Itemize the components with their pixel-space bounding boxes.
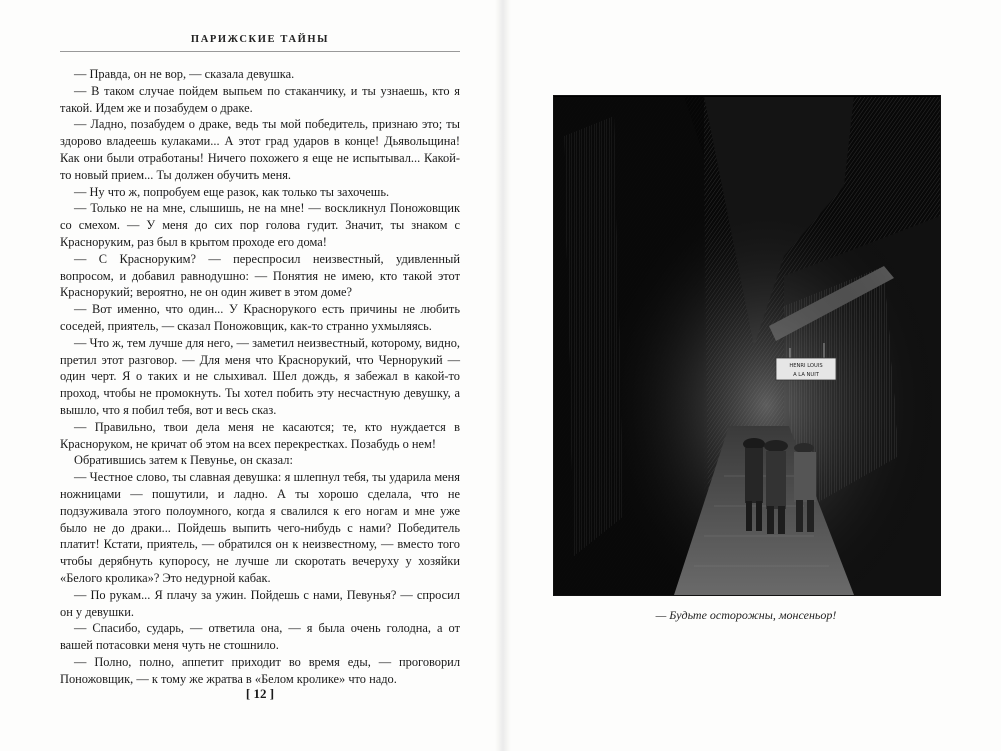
paragraph: Обратившись затем к Певунье, он сказал:: [74, 453, 293, 468]
paragraph: — Правда, он не вор, — сказала девушка.: [74, 67, 295, 81]
left-page: [0, 0, 500, 751]
engraving-illustration: [553, 95, 941, 596]
illustration-caption: — Будьте осторожны, монсеньор!: [655, 608, 837, 622]
sign-line-1: HENRI LOUIS: [789, 363, 823, 369]
paragraph: — С Красноруким? — переспросил неизвестный, удивленный вопросом, и добавил равнодушно: — Понятия не имею, кто такой этот Краснорукий; вероятно, не он один живет в этом доме?: [60, 251, 460, 300]
paragraph: — Ладно, позабудем о драке, ведь ты мой победитель, признаю это; ты здорово владеешь кулаками... А этот град ударов в конце! Дьявольщина! Как они были отработаны! Ничего похожего я еще не испытывал... Какой-то новый прием... Ты должен обучить меня.: [60, 117, 460, 182]
paragraph: — Ну что ж, попробуем еще разок, как только ты захочешь.: [74, 184, 390, 199]
paragraph: — Правильно, твои дела меня не касаются; те, кто нуждается в Краснoруком, не кричат об этом на всех перекрестках. Позабудь о нем!: [60, 419, 460, 451]
text-block: [60, 66, 460, 687]
paragraph: — Только не на мне, слышишь, не на мне! — воскликнул Поножовщик со смехом. — У меня до сих пор голова гудит. Значит, ты знаком с Красноруким, раз был в крытом проходе его дома!: [60, 201, 460, 249]
paragraph: — Спасибо, сударь, — ответила она, — я была очень голодна, а от вашей потасовки меня чуть не стошнило.: [60, 621, 460, 653]
paragraph: — В таком случае пойдем выпьем по стаканчику, и ты узнаешь, кто я такой. Идем же и позабудем о драке.: [60, 83, 460, 115]
paragraph: — Вот именно, что один... У Краснорукого есть причины не любить соседей, приятель, — сказал Поножовщик, как-то странно ухмыляясь.: [60, 302, 460, 333]
running-head: ПАРИЖСКИЕ ТАЙНЫ: [190, 34, 330, 45]
right-page: [500, 0, 1001, 751]
header-rule: [60, 51, 460, 52]
paragraph: — По рукам... Я плачу за ужин. Пойдешь с нами, Певунья? — спросил он у девушки.: [60, 587, 460, 619]
sign-line-2: A LA NUIT: [793, 372, 819, 378]
paragraph: — Полно, полно, аппетит приходит во время еды, — проговорил Поножовщик, — к тому же жратва в «Белом кролике» что надо.: [60, 654, 460, 686]
paragraph: — Честное слово, ты славная девушка: я шлепнул тебя, ты ударила меня ножницами — пошутили, и ладно. А ты хорошо сделала, что не подзуживала этого полоумного, когда я свалился к его ногам и мне уже было не до драки... Пойдешь выпить чего-нибудь с нами? Победитель платит! Кстати, приятель, — обратился он к неизвестному, — вместо того чтобы дерябнуть купоросу, не лучше ли скоротать вечеруху у хозяйки «Белого кролика»? Это недурной кабак.: [60, 470, 460, 585]
page-number: [ 12 ]: [245, 686, 275, 701]
paragraph: — Что ж, тем лучше для него, — заметил неизвестный, которому, видно, претил этот разговор. — Для меня что Краснорукий, что Чернорукий — один черт. Я о таких и не слыхивал. Шел дождь, я забежал в какой-то проход, чтобы не промокнуть. Ты хотел побить эту несчастную девушку, а вышло, что я побил тебя, вот и весь сказ.: [60, 335, 460, 417]
